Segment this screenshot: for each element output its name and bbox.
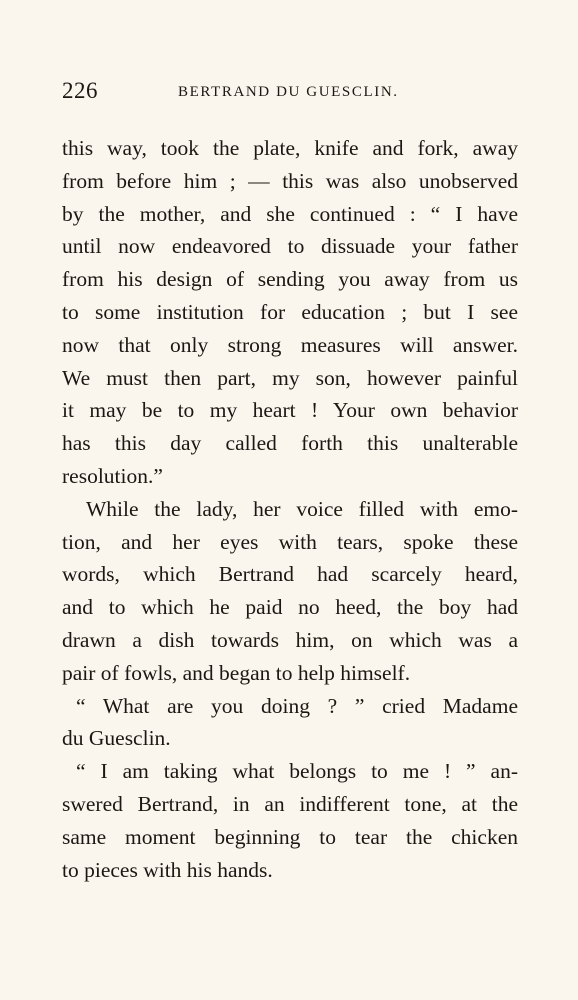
text-line: this way, took the plate, knife and fork, away <box>62 136 518 160</box>
text-line: tion, and her eyes with tears, spoke these <box>62 529 518 554</box>
text-line: We must then part, my son, however painful <box>62 365 518 390</box>
text-line: has this day called forth this unalterable <box>62 431 518 456</box>
text-line: du Guesclin. <box>62 726 171 751</box>
text-line: now that only strong measures will answer. <box>62 332 518 357</box>
text-line: to pieces with his hands. <box>62 857 273 882</box>
text-line: and to which he paid no heed, the boy had <box>62 595 518 620</box>
text-line: drawn a dish towards him, on which was a <box>62 627 518 652</box>
text-line: by the mother, and she continued : “ I have <box>62 201 518 226</box>
text-line: from his design of sending you away from us <box>62 267 518 292</box>
text-line: swered Bertrand, in an indifferent tone, at the <box>62 791 518 816</box>
body-text <box>62 132 518 886</box>
text-line: pair of fowls, and began to help himself. <box>62 660 411 685</box>
text-line: words, which Bertrand had scarcely heard, <box>62 562 518 587</box>
text-line: While the lady, her voice filled with emo- <box>86 496 518 521</box>
running-head: BERTRAND DU GUESCLIN. <box>178 84 399 100</box>
text-line: from before him ; — this was also unobserved <box>62 168 518 193</box>
page-number: 226 <box>62 78 98 103</box>
text-line: same moment beginning to tear the chicken <box>62 824 518 849</box>
page-header <box>62 78 518 108</box>
text-line: to some institution for education ; but I see <box>62 299 518 324</box>
text-line: “ What are you doing ? ” cried Madame <box>76 693 518 718</box>
text-line: until now endeavored to dissuade your father <box>62 234 518 259</box>
text-line: resolution.” <box>62 463 163 488</box>
text-line: it may be to my heart ! Your own behavior <box>62 398 518 423</box>
text-line: “ I am taking what belongs to me ! ” an- <box>76 759 518 784</box>
